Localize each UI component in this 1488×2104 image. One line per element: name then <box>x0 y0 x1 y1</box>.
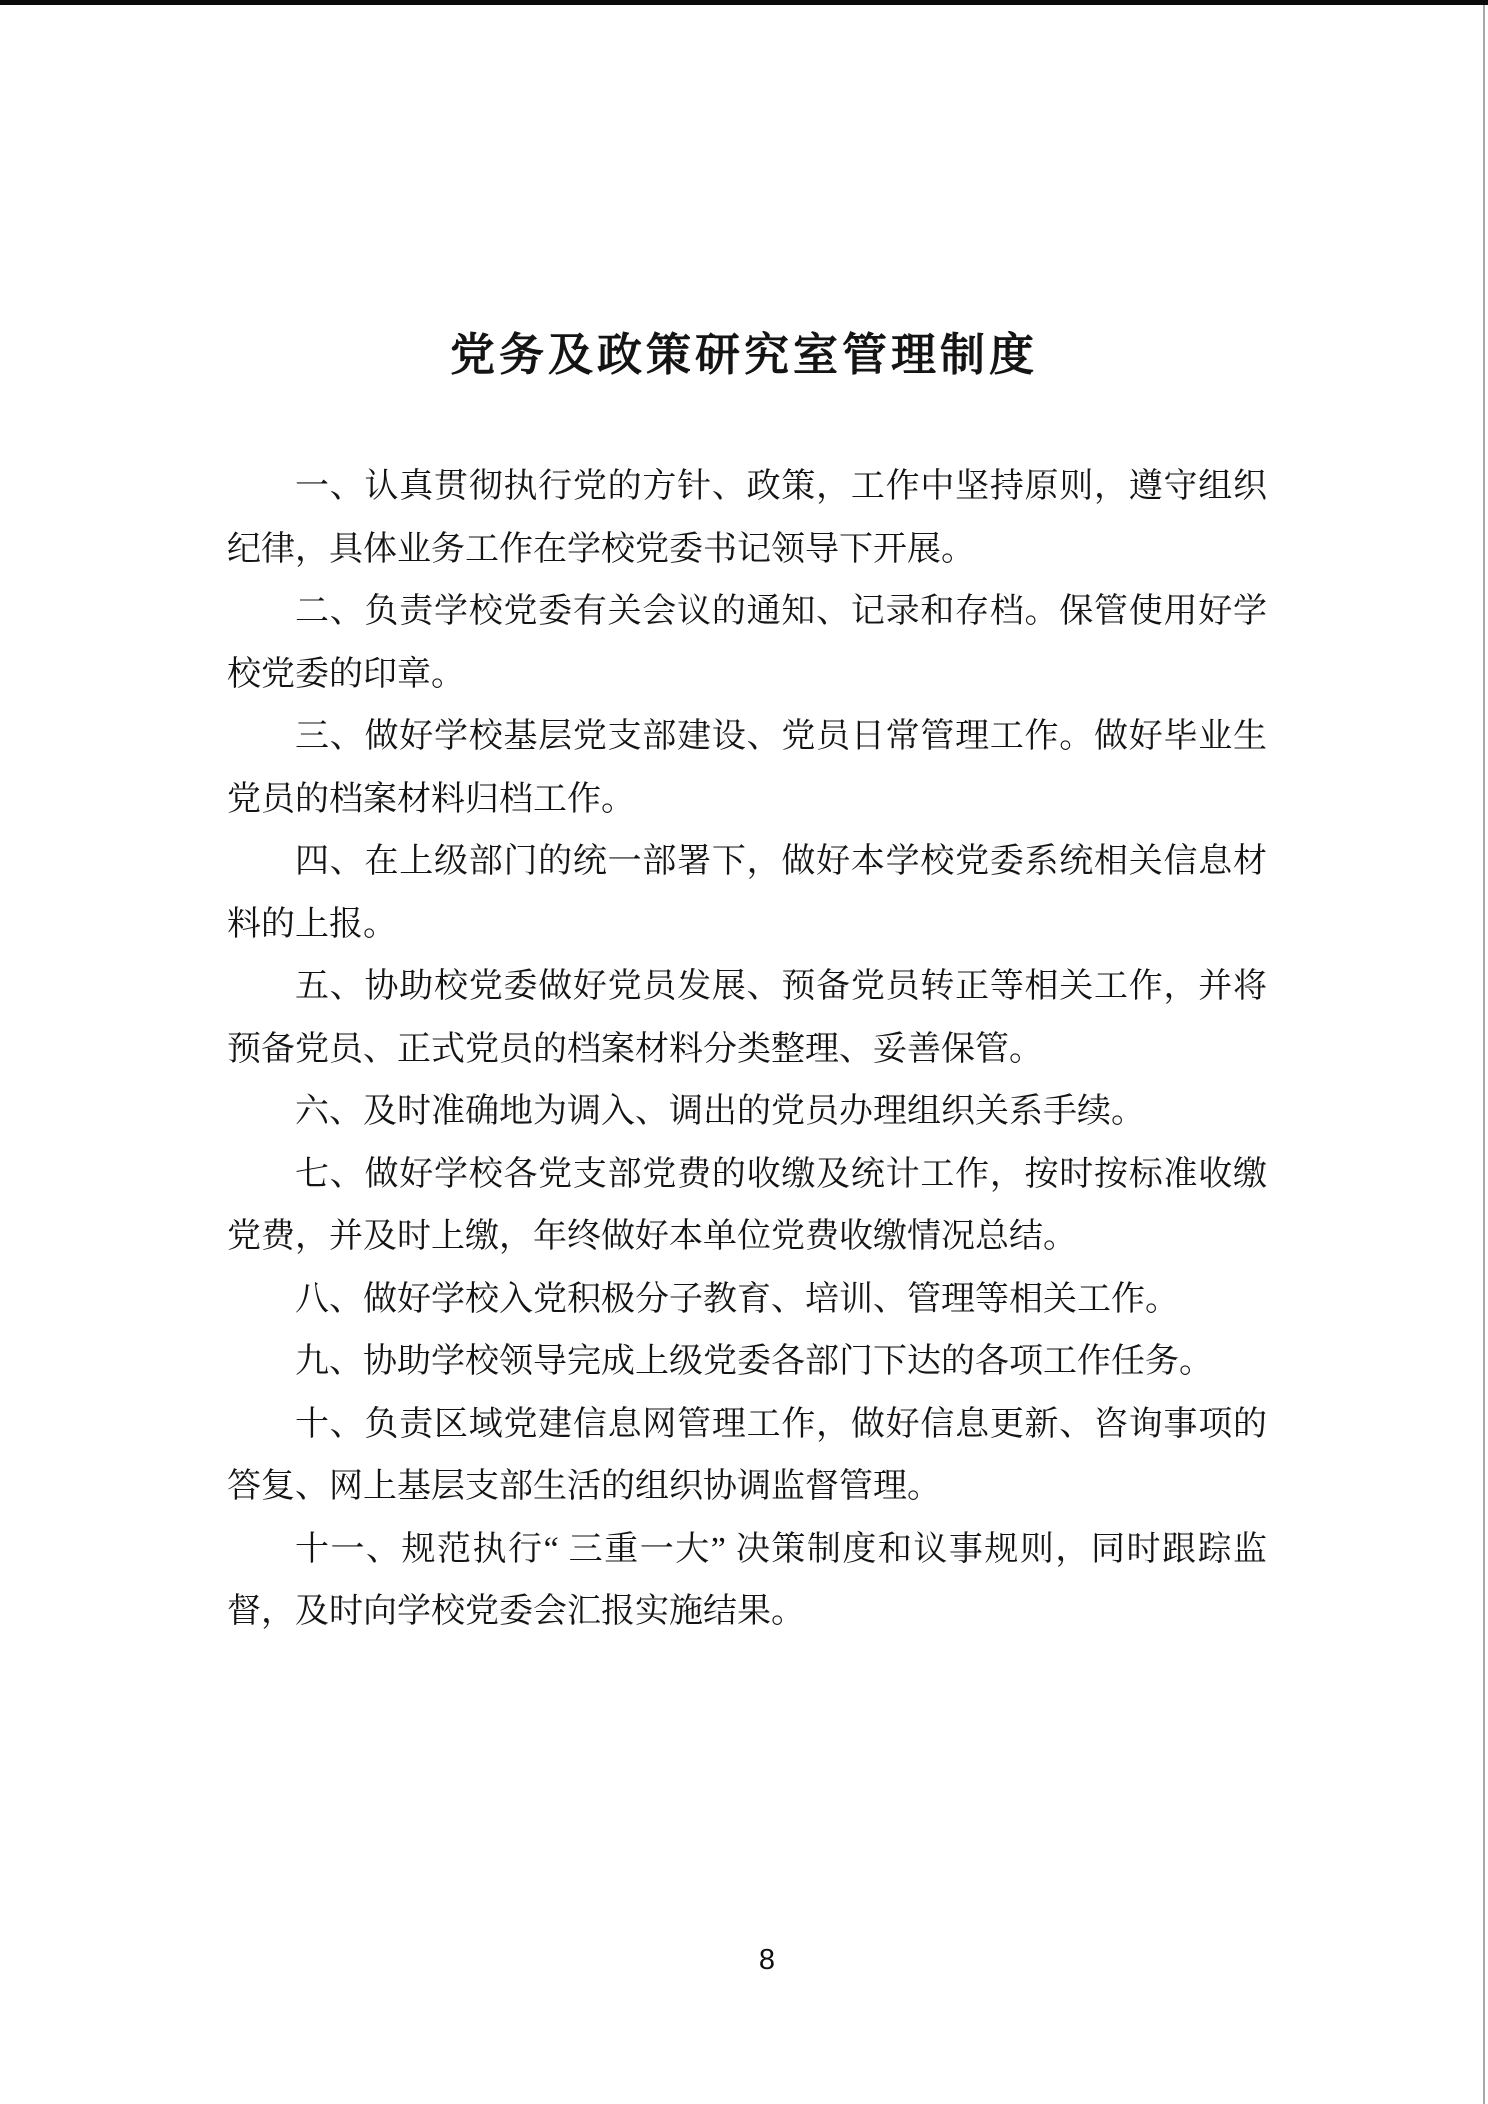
paragraph-6: 六、及时准确地为调入、调出的党员办理组织关系手续。 <box>295 1093 1145 1130</box>
page-number: 8 <box>758 1944 776 1976</box>
paragraph-11: 十一、规范执行“ 三重一大” 决策制度和议事规则，同时跟踪监督，及时向学校党委会汇报实施结果。 <box>227 1530 1267 1630</box>
paragraph-4: 四、在上级部门的统一部署下，做好本学校党委系统相关信息材料的上报。 <box>227 843 1267 943</box>
paragraph-3: 三、做好学校基层党支部建设、党员日常管理工作。做好毕业生党员的档案材料归档工作。 <box>227 718 1267 818</box>
paragraph-2: 二、负责学校党委有关会议的通知、记录和存档。保管使用好学校党委的印章。 <box>227 593 1267 693</box>
document-body <box>227 456 1267 1644</box>
scan-edge-top <box>0 0 1488 5</box>
paragraph-1: 一、认真贯彻执行党的方针、政策，工作中坚持原则，遵守组织纪律，具体业务工作在学校党委书记领导下开展。 <box>227 468 1267 568</box>
page-title: 党务及政策研究室管理制度 <box>449 330 1038 380</box>
paragraph-7: 七、做好学校各党支部党费的收缴及统计工作，按时按标准收缴党费，并及时上缴，年终做好本单位党费收缴情况总结。 <box>227 1155 1267 1255</box>
scan-edge-right <box>1483 5 1485 2104</box>
paragraph-8: 八、做好学校入党积极分子教育、培训、管理等相关工作。 <box>295 1280 1179 1318</box>
paragraph-9: 九、协助学校领导完成上级党委各部门下达的各项工作任务。 <box>295 1343 1213 1380</box>
paragraph-10: 十、负责区域党建信息网管理工作，做好信息更新、咨询事项的答复、网上基层支部生活的组织协调监督管理。 <box>227 1405 1267 1505</box>
paragraph-5: 五、协助校党委做好党员发展、预备党员转正等相关工作，并将预备党员、正式党员的档案材料分类整理、妥善保管。 <box>227 968 1267 1068</box>
